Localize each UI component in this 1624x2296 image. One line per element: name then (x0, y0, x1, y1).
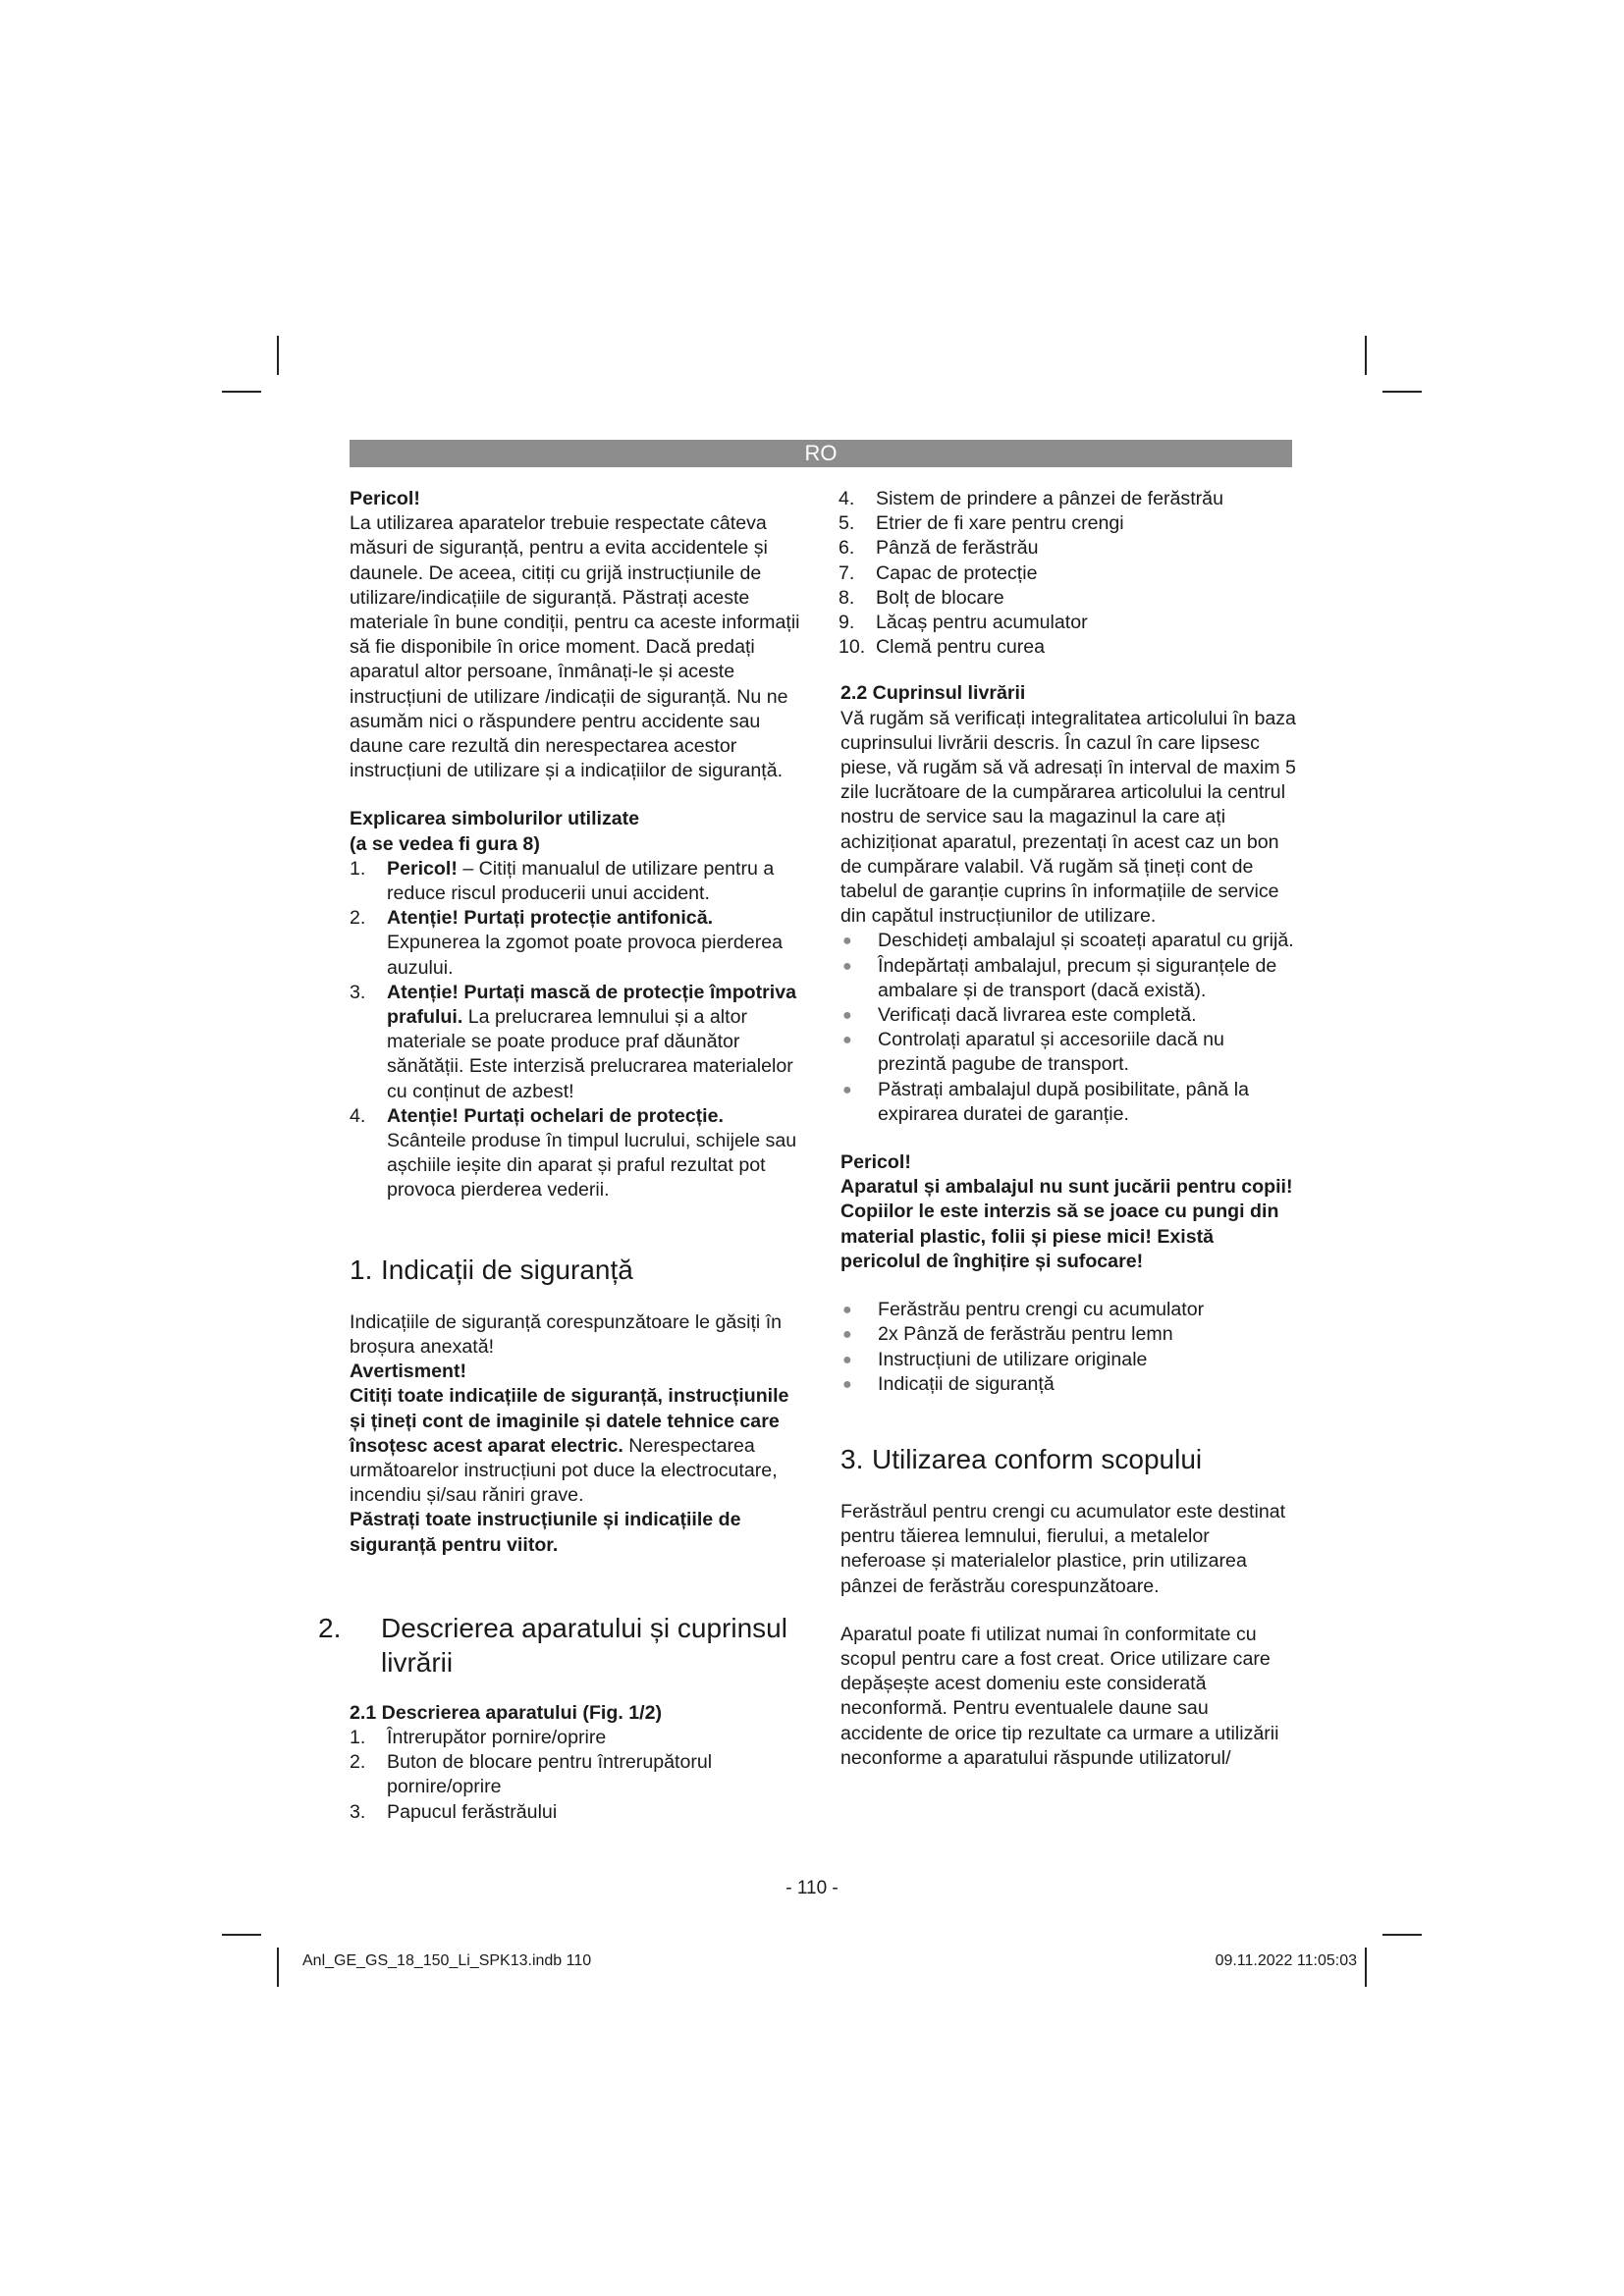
item-text: Controlați aparatul și accesoriile dacă nu prezintă pagube de transport. (878, 1029, 1224, 1076)
bullet-icon: ● (842, 1007, 852, 1025)
bullet-icon: ● (842, 1326, 852, 1344)
list-item (840, 1028, 1296, 1077)
list-item (839, 611, 1296, 635)
crop-mark (277, 336, 279, 375)
item-number: 6. (839, 537, 855, 560)
item-bold: Atenție! Purtați ochelari de protecție. (387, 1104, 724, 1127)
crop-mark (222, 1934, 261, 1936)
section-2-heading (318, 1611, 805, 1680)
language-header-bar (350, 440, 1292, 467)
parts-list-left (350, 1726, 805, 1825)
crop-mark (1382, 1934, 1422, 1936)
item-bold: Atenție! Purtați protecție antifonică. (387, 907, 714, 930)
right-column (840, 487, 1296, 1771)
section-title: Descrierea aparatului și cuprinsul livrării (381, 1612, 787, 1678)
warning-heading: Avertisment! (350, 1361, 467, 1383)
list-item (350, 1726, 805, 1750)
item-text: Capac de protecție (876, 561, 1038, 584)
crop-mark (1365, 336, 1367, 375)
danger-heading: Pericol! (840, 1151, 911, 1174)
crop-mark (277, 1948, 279, 1987)
bullet-icon: ● (842, 1081, 852, 1098)
safety-note: Indicațiile de siguranță corespunzătoare le găsiți în broșura anexată! (350, 1310, 783, 1358)
page-number: - 110 - (785, 1878, 839, 1898)
crop-mark (1382, 391, 1422, 393)
list-item (839, 561, 1296, 586)
item-text: Deschideți ambalajul și scoateți aparatul cu grijă. (878, 930, 1294, 952)
section-number: 3. (840, 1443, 864, 1474)
bullet-icon: ● (842, 1032, 852, 1049)
intended-use-paragraph: Ferăstrăul pentru crengi cu acumulator este destinat pentru tăierea lemnului, fierului, a metalelor neferoase și materialelor plastice, prin utilizarea pânzei de ferăstrău corespunzătoare. (840, 1500, 1286, 1597)
subsection-2-2-heading: 2.2 Cuprinsul livrării (840, 682, 1026, 705)
item-text: Indicații de siguranță (878, 1372, 1055, 1395)
item-number: 3. (350, 1800, 366, 1823)
section-title: Utilizarea conform scopului (872, 1443, 1203, 1474)
item-text: Scânteile produse în timpul lucrului, schijele sau așchiile ieșite din aparat și praful rezultat pot provoca pierderea vederii. (387, 1130, 797, 1201)
bullet-icon: ● (842, 1351, 852, 1368)
section-number: 2. (318, 1612, 342, 1643)
bullet-icon: ● (842, 1375, 852, 1393)
item-number: 4. (350, 1104, 366, 1127)
item-number: 1. (350, 1726, 366, 1748)
item-text: Bolț de blocare (876, 586, 1004, 609)
footer-filename: Anl_GE_GS_18_150_Li_SPK13.indb 110 (302, 1952, 592, 1969)
list-item (840, 1298, 1296, 1322)
item-bold: Pericol! (387, 857, 458, 880)
footer-datetime: 09.11.2022 11:05:03 (1215, 1952, 1357, 1969)
item-number: 3. (350, 981, 366, 1003)
crop-mark (1365, 1948, 1367, 1987)
item-number: 10. (839, 636, 866, 659)
item-text: Buton de blocare pentru întrerupătorul pornire/oprire (387, 1751, 713, 1798)
section-number: 1. (350, 1254, 373, 1285)
item-text: Instrucțiuni de utilizare originale (878, 1348, 1148, 1370)
item-text: Sistem de prindere a pânzei de ferăstrău (876, 488, 1223, 509)
list-item (350, 1104, 805, 1203)
delivery-paragraph: Vă rugăm să verificați integralitatea articolului în baza cuprinsului livrării descris. În cazul în care lipsesc piese, vă rugăm să vă adresați în interval de maxim 5 zile lucrătoare de la cumpărarea articolului la centrul nostru de service sau la magazinul la care ați achiziționat aparatul, prezentați în acest caz un bon de cumpărare valabil. Vă rugăm să țineți cont de tabelul de garanție cuprins în informațiile de service din capătul instrucțiunilor de utilizare. (840, 707, 1296, 928)
item-text: Verificați dacă livrarea este completă. (878, 1004, 1197, 1027)
item-number: 5. (839, 512, 855, 535)
list-item (350, 906, 805, 981)
list-item (840, 1003, 1296, 1028)
symbols-subheading: (a se vedea fi gura 8) (350, 832, 540, 855)
list-item (350, 981, 805, 1104)
subsection-2-1-heading: 2.1 Descrierea aparatului (Fig. 1/2) (350, 1701, 662, 1724)
crop-mark (222, 391, 261, 393)
item-number: 2. (350, 1751, 366, 1774)
danger-heading: Pericol! (350, 488, 420, 509)
delivery-checklist (840, 929, 1296, 1127)
item-text: Expunerea la zgomot poate provoca pierderea auzului. (387, 932, 784, 979)
list-item (840, 929, 1296, 953)
list-item (839, 511, 1296, 536)
list-item (840, 1322, 1296, 1347)
item-text: 2x Pânză de ferăstrău pentru lemn (878, 1323, 1173, 1346)
bullet-icon: ● (842, 957, 852, 975)
item-text: Întrerupător pornire/oprire (387, 1726, 607, 1748)
parts-list-right (839, 487, 1296, 660)
list-item (350, 1800, 805, 1825)
warning-text: Nerespectarea următoarelor instrucțiuni pot duce la electrocutare, incendiu și/sau răniri grave. (350, 1434, 778, 1507)
section-1-heading (350, 1253, 805, 1287)
item-text: Îndepărtați ambalajul, precum și siguranțele de ambalare și de transport (dacă există). (878, 954, 1277, 1001)
item-text: – Citiți manualul de utilizare pentru a reduce riscul producerii unui accident. (387, 857, 775, 905)
left-column (318, 487, 805, 1825)
list-item (350, 1750, 805, 1799)
list-item (350, 857, 805, 906)
list-item (840, 954, 1296, 1003)
item-number: 2. (350, 907, 366, 930)
keep-instructions-text: Păstrați toate instrucțiunile și indicațiile de siguranță pentru viitor. (350, 1509, 741, 1556)
list-item (840, 1348, 1296, 1372)
item-text: La prelucrarea lemnului și a altor materiale se poate produce praf dăunător sănătății. Este interzisă prelucrarea materialelor cu conținut de azbest! (387, 1006, 793, 1102)
item-text: Lăcaș pentru acumulator (876, 612, 1088, 634)
bullet-icon: ● (842, 1302, 852, 1319)
item-number: 8. (839, 586, 855, 609)
list-item (840, 1372, 1296, 1397)
item-text: Ferăstrău pentru crengi cu acumulator (878, 1299, 1205, 1321)
language-code: RO (804, 441, 838, 465)
intro-paragraph: La utilizarea aparatelor trebuie respectate câteva măsuri de siguranță, pentru a evita accidentele și daunele. De aceea, citiți cu grijă instrucțiunile de utilizare/indicațiile de siguranță. Păstrați aceste materiale în bune condiții, pentru ca aceste informații să fie disponibile în orice moment. Dacă predați aparatul altor persoane, înmânați-le și aceste instrucțiuni de utilizare /indicații de siguranță. Nu ne asumăm nici o răspundere pentru accidente sau daune care rezultă din nerespectarea acestor instrucțiuni de utilizare și a indicațiilor de siguranță. (350, 512, 800, 782)
warning-paragraph (350, 1384, 805, 1508)
item-text: Clemă pentru curea (876, 636, 1046, 659)
list-item (839, 635, 1296, 660)
item-text: Păstrați ambalajul după posibilitate, până la expirarea duratei de garanție. (878, 1078, 1249, 1125)
item-number: 1. (350, 857, 366, 880)
item-text: Etrier de fi xare pentru crengi (876, 512, 1124, 535)
symbols-heading: Explicarea simbolurilor utilizate (350, 808, 640, 830)
item-number: 9. (839, 612, 855, 634)
item-text: Papucul ferăstrăului (387, 1800, 558, 1823)
bullet-icon: ● (842, 933, 852, 950)
symbols-list (350, 857, 805, 1203)
list-item (840, 1078, 1296, 1127)
list-item (839, 536, 1296, 561)
list-item (839, 487, 1296, 511)
item-bold: Atenție! Purtați mască de protecție împotriva prafului. (387, 981, 797, 1029)
item-text: Pânză de ferăstrău (876, 537, 1039, 560)
item-number: 4. (839, 488, 855, 509)
danger-text: Aparatul și ambalajul nu sunt jucării pentru copii! Copiilor le este interzis să se joace cu pungi din material plastic, folii și piese mici! Există pericolul de înghițire și sufocare! (840, 1176, 1293, 1272)
contents-list (840, 1298, 1296, 1397)
section-3-heading (840, 1442, 1296, 1476)
item-number: 7. (839, 561, 855, 584)
warning-bold-text: Citiți toate indicațiile de siguranță, instrucțiunile și țineți cont de imaginile și datele tehnice care însoțesc acest aparat electric. (350, 1385, 789, 1457)
section-title: Indicații de siguranță (381, 1254, 633, 1285)
conformity-paragraph: Aparatul poate fi utilizat numai în conformitate cu scopul pentru care a fost creat. Orice utilizare care depășește acest domeniu este considerată neconformă. Pentru eventualele daune sau accidente de orice tip rezultate ca urmare a utilizării neconforme a aparatului răspunde utilizatorul/ (840, 1623, 1279, 1769)
list-item (839, 586, 1296, 611)
